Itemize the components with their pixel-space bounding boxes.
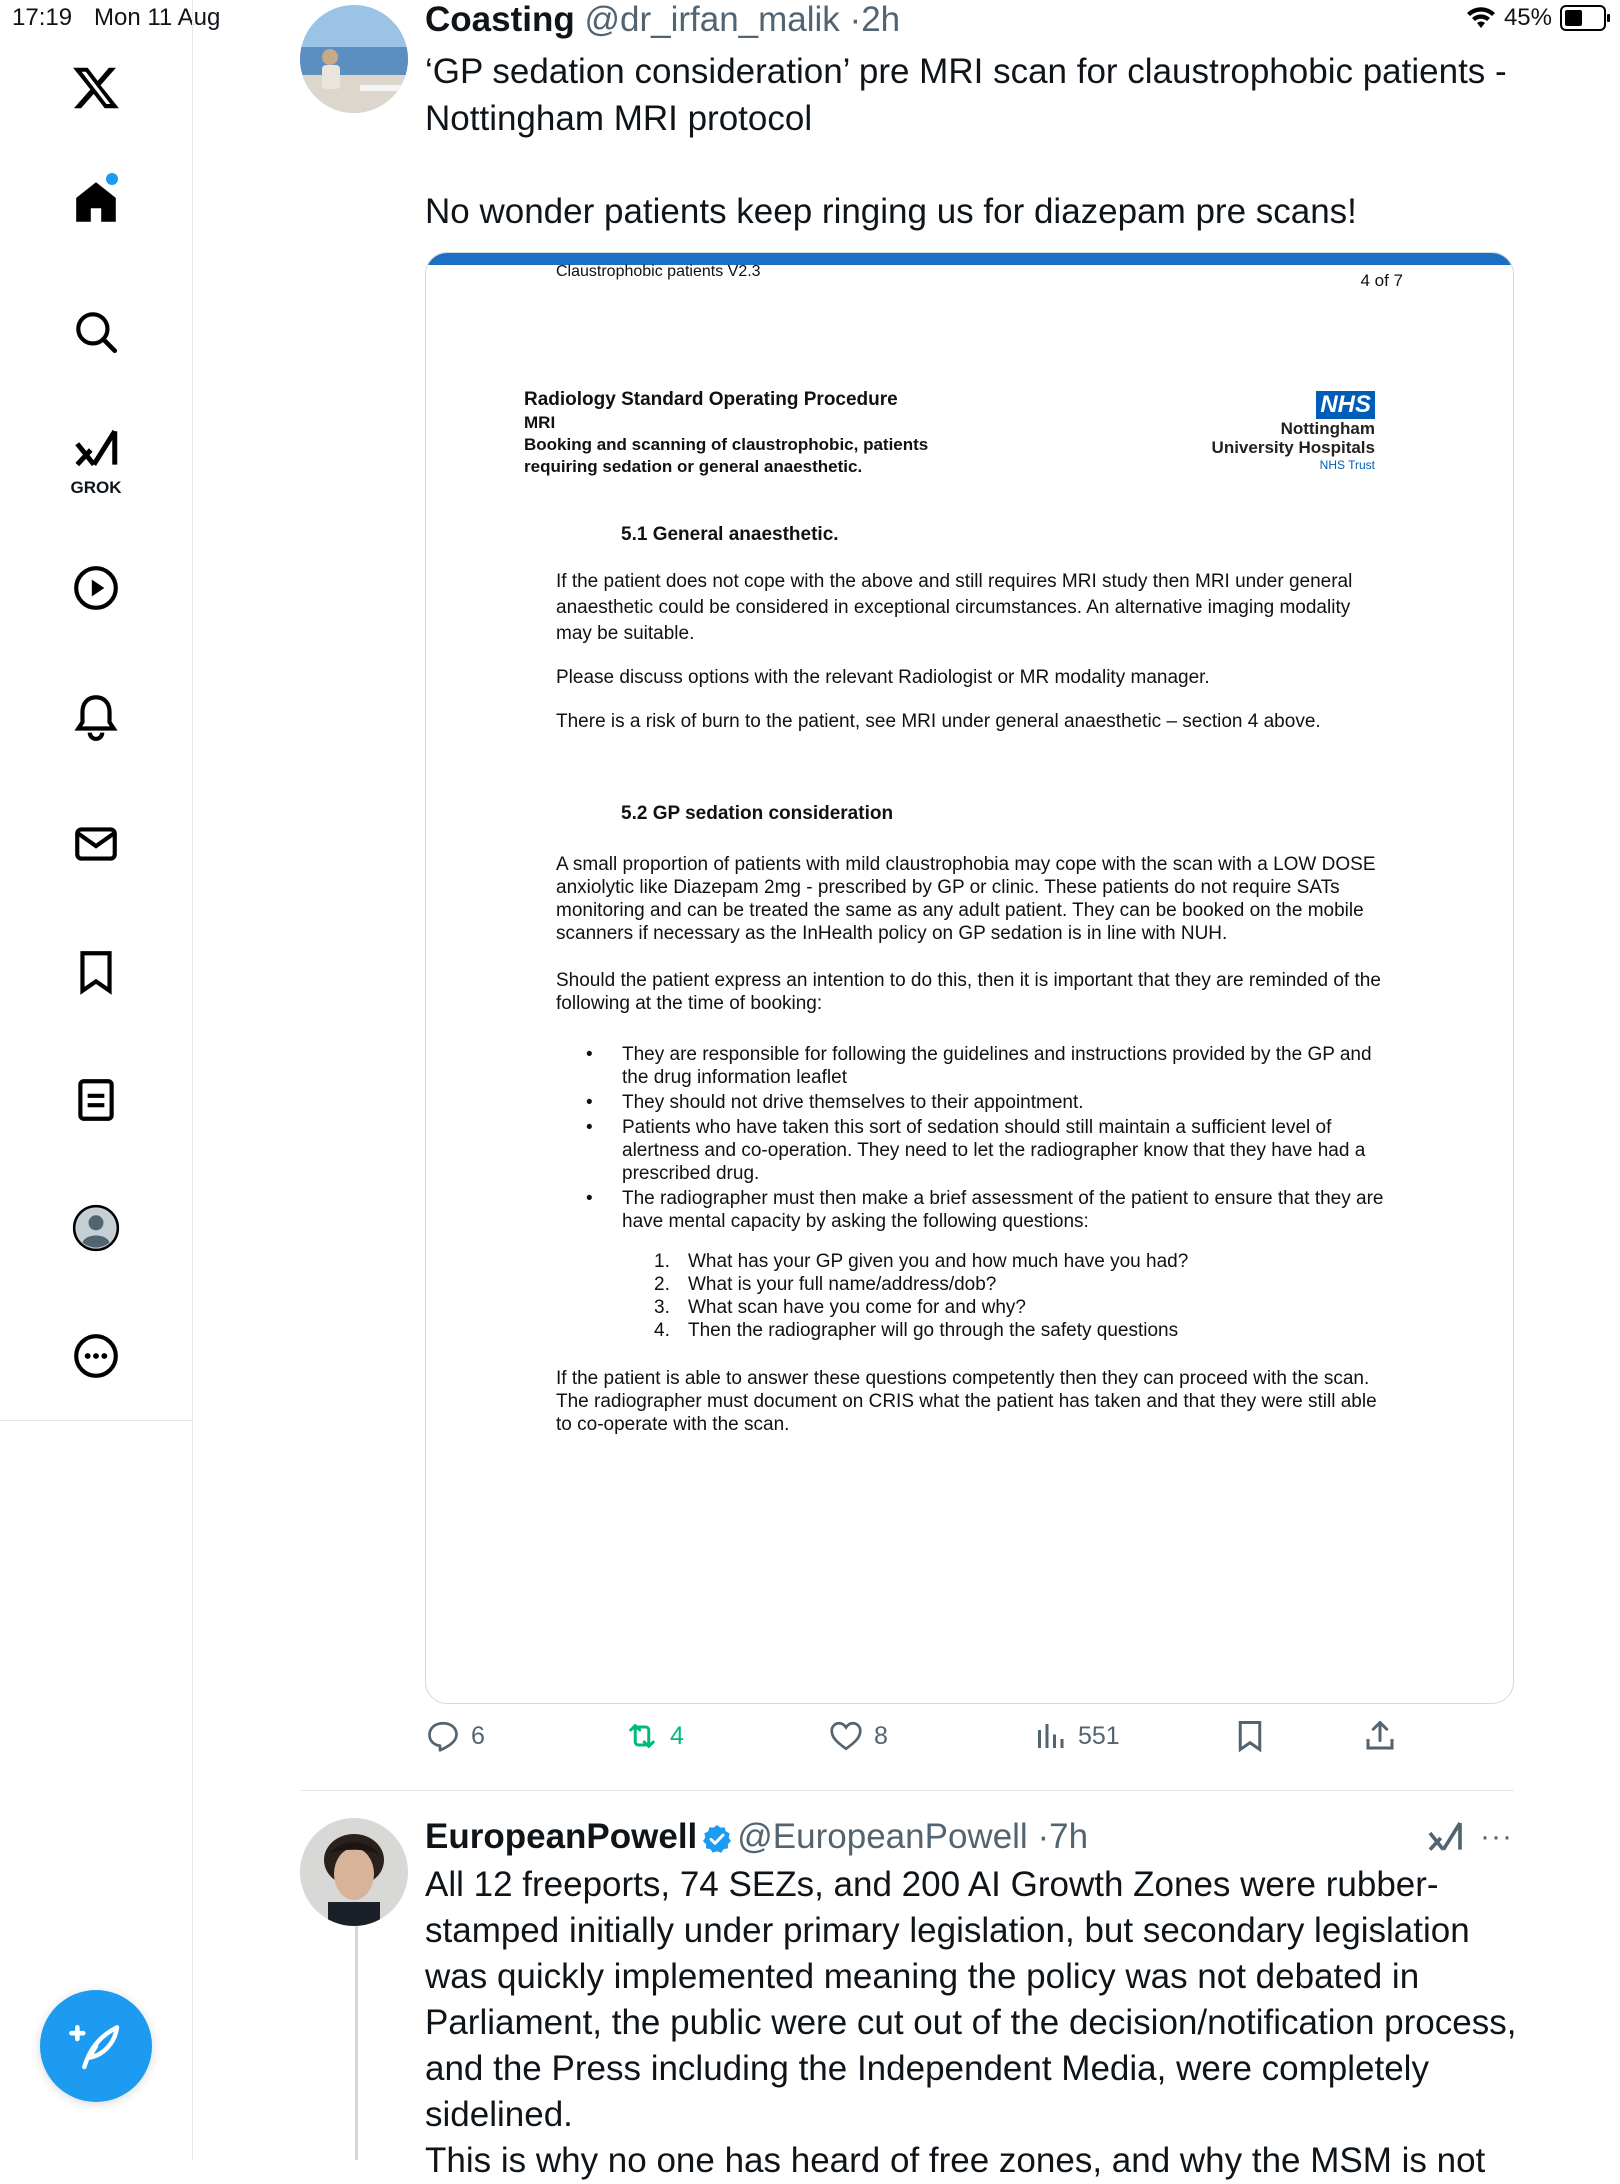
repost-button[interactable] xyxy=(624,1718,684,1754)
nhs-trust: NHS Trust xyxy=(1319,458,1375,472)
doc-page-number: 4 of 7 xyxy=(1360,271,1403,290)
battery-percent: 45% xyxy=(1503,4,1552,31)
avatar-photo xyxy=(300,1818,408,1926)
doc-paragraph: There is a risk of burn to the patient, see MRI under general anaesthetic – section 4 above. xyxy=(556,711,1321,732)
doc-paragraph: Should the patient express an intention to do this, then it is important that they are reminded of the following at the time of booking: xyxy=(556,970,1381,1014)
separator: · xyxy=(849,0,862,39)
section-heading: 5.2 GP sedation consideration xyxy=(621,803,894,824)
doc-paragraph: If the patient does not cope with the above and still requires MRI study then MRI under general anaesthetic could be considered in exceptional circumstances. An alternative imaging modality may be suitable. xyxy=(556,571,1353,644)
tweet-text-line: Nottingham MRI protocol xyxy=(425,99,813,138)
bullet-item: • They are responsible for following the guidelines and instructions provided by the GP and the drug information leaflet xyxy=(556,1043,1386,1089)
views-button[interactable] xyxy=(1032,1718,1120,1754)
bullet-item: • The radiographer must then make a brief assessment of the patient to ensure that they are have mental capacity by asking the following questions: xyxy=(556,1187,1386,1233)
doc-subtitle-line: Booking and scanning of claustrophobic, patients xyxy=(524,435,929,454)
author-name[interactable]: EuropeanPowell xyxy=(425,1817,698,1856)
question-item xyxy=(654,1250,1354,1273)
more-options-icon[interactable]: ··· xyxy=(1480,1820,1513,1853)
x-logo-icon[interactable] xyxy=(66,58,126,118)
avatar[interactable] xyxy=(300,5,408,113)
sidebar-divider xyxy=(0,1420,193,1421)
bookmarks-icon[interactable] xyxy=(66,942,126,1002)
doc-paragraph: If the patient is able to answer these questions competently then they can proceed with the scan. The radiographer must document on CRIS what the patient has taken and that they were still able to co-operate with the scan. xyxy=(556,1368,1377,1435)
video-icon[interactable] xyxy=(66,558,126,618)
doc-title: Radiology Standard Operating Procedure xyxy=(524,389,898,410)
media-document-image[interactable] xyxy=(425,252,1514,1704)
status-date: Mon 11 Aug xyxy=(94,4,221,31)
battery-icon xyxy=(1560,5,1606,31)
share-button[interactable] xyxy=(1362,1718,1398,1754)
question-item xyxy=(654,1296,1354,1319)
nhs-line: Nottingham xyxy=(1280,419,1375,438)
bullet-list xyxy=(556,1043,1386,1235)
reply-button[interactable] xyxy=(425,1718,485,1754)
battery-fill xyxy=(1565,10,1582,26)
question-number: 1. xyxy=(654,1251,670,1272)
reply-count: 6 xyxy=(471,1721,485,1750)
doc-subtitle-line: MRI xyxy=(524,413,556,432)
grok-icon[interactable] xyxy=(66,420,126,480)
notifications-icon[interactable] xyxy=(66,686,126,746)
lists-icon[interactable] xyxy=(66,1070,126,1130)
views-icon xyxy=(1032,1718,1068,1754)
question-text: What scan have you come for and why? xyxy=(688,1297,1026,1318)
question-item xyxy=(654,1273,1354,1296)
tweet-text xyxy=(425,1862,1525,2184)
separator: · xyxy=(1037,1817,1050,1856)
tweet-time[interactable]: 2h xyxy=(861,0,901,39)
compose-button[interactable] xyxy=(40,1990,152,2102)
share-icon xyxy=(1362,1718,1398,1754)
bookmark-button[interactable] xyxy=(1232,1718,1268,1754)
document xyxy=(426,253,1514,1704)
doc-subtitle xyxy=(524,412,1044,478)
doc-header-left: Claustrophobic patients V2.3 xyxy=(556,263,761,280)
question-text: Then the radiographer will go through the safety questions xyxy=(688,1320,1179,1341)
author-name[interactable]: Coasting xyxy=(425,0,575,39)
wifi-icon xyxy=(1466,6,1496,30)
tweet-text-line: No wonder patients keep ringing us for diazepam pre scans! xyxy=(425,192,1357,231)
search-icon[interactable] xyxy=(66,302,126,362)
sidebar xyxy=(0,0,193,2160)
section-heading: 5.1 General anaesthetic. xyxy=(621,524,839,545)
heart-icon xyxy=(828,1718,864,1754)
verified-badge-icon xyxy=(701,1823,733,1855)
avatar-photo xyxy=(300,5,408,113)
question-number: 4. xyxy=(654,1320,670,1341)
tweet-header xyxy=(425,0,900,40)
question-text: What has your GP given you and how much have you had? xyxy=(688,1251,1189,1272)
status-time: 17:19 xyxy=(12,4,73,31)
repost-icon xyxy=(624,1718,660,1754)
thread-line xyxy=(355,1926,358,2160)
more-icon[interactable] xyxy=(66,1326,126,1386)
like-count: 8 xyxy=(874,1721,888,1750)
tweet-text-line: ‘GP sedation consideration’ pre MRI scan for claustrophobic patients - xyxy=(425,52,1507,91)
nhs-logo-block xyxy=(1212,391,1375,473)
nhs-line: University Hospitals xyxy=(1211,438,1375,457)
profile-icon[interactable] xyxy=(66,1198,126,1258)
question-text: What is your full name/address/dob? xyxy=(688,1274,997,1295)
repost-count: 4 xyxy=(670,1721,684,1750)
question-list xyxy=(654,1250,1354,1342)
question-item xyxy=(654,1319,1354,1342)
author-handle[interactable]: @dr_irfan_malik xyxy=(584,0,840,39)
question-number: 3. xyxy=(654,1297,670,1318)
tweet-text-body: All 12 freeports, 74 SEZs, and 200 AI Growth Zones were rubber-stamped initially under primary legislation, but secondary legislation was quickly implemented meaning the policy was not debated in Parliament, the public were cut out of the decision/notification process, and the Press including the Independent Media, were completely sidelined. xyxy=(425,1865,1517,2134)
compose-icon xyxy=(68,2018,124,2074)
doc-paragraph: Please discuss options with the relevant Radiologist or MR modality manager. xyxy=(556,667,1210,688)
bookmark-icon xyxy=(1232,1718,1268,1754)
tweet-text-cut: This is why no one has heard of free zones, and why the MSM is not xyxy=(425,2141,1486,2180)
doc-paragraph: A small proportion of patients with mild claustrophobia may cope with the scan with a LOW DOSE anxiolytic like Diazepam 2mg - prescribed by GP or clinic. These patients do not require SATs monitoring and can be treated the same as any adult patient. They can be booked on the mobile scanners if necessary as the InHealth policy on GP sedation is in line with NUH. xyxy=(556,854,1376,944)
views-count: 551 xyxy=(1078,1721,1120,1750)
tweet-header xyxy=(425,1817,1088,1857)
nhs-logo: NHS xyxy=(1316,391,1375,419)
messages-icon[interactable] xyxy=(66,814,126,874)
home-notification-dot xyxy=(106,173,118,185)
author-handle[interactable]: @EuropeanPowell xyxy=(737,1817,1028,1856)
tweet-divider xyxy=(300,1790,1514,1791)
status-right xyxy=(1466,4,1606,32)
reply-icon xyxy=(425,1718,461,1754)
bullet-item: • Patients who have taken this sort of sedation should still maintain a sufficient level of alertness and co-operation. They need to let the radiographer know that they have had a prescribed drug. xyxy=(556,1116,1386,1185)
doc-subtitle-line: requiring sedation or general anaesthetic. xyxy=(524,457,863,476)
bullet-item: • They should not drive themselves to their appointment. xyxy=(556,1091,1386,1114)
like-button[interactable] xyxy=(828,1718,888,1754)
tweet-time[interactable]: 7h xyxy=(1049,1817,1089,1856)
grok-icon[interactable] xyxy=(1425,1818,1465,1858)
avatar[interactable] xyxy=(300,1818,408,1926)
question-number: 2. xyxy=(654,1274,670,1295)
grok-label[interactable]: GROK xyxy=(70,478,122,497)
